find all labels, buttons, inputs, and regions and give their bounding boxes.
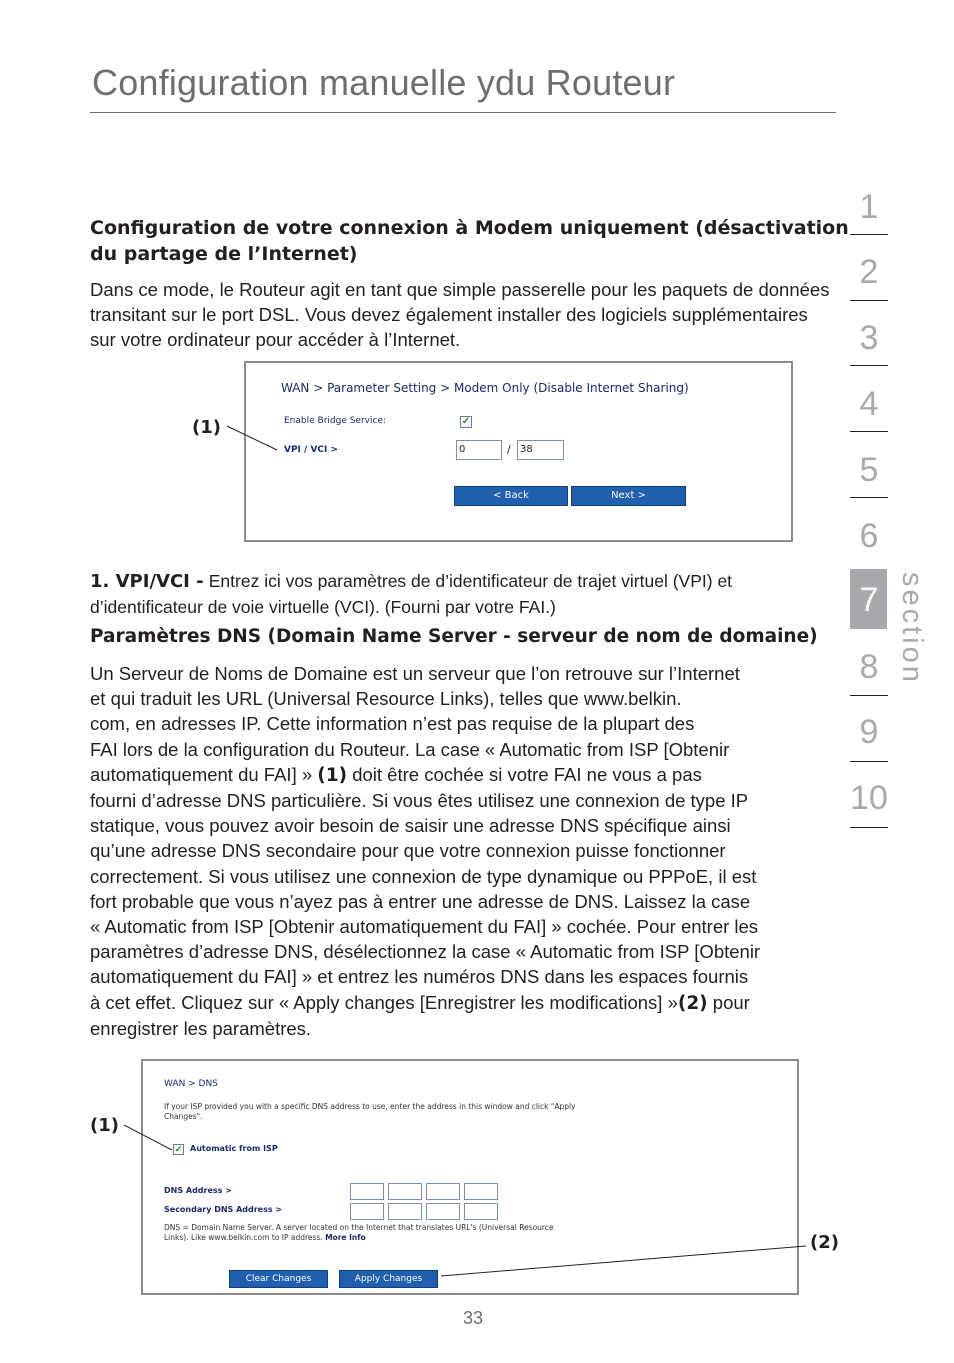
dns-line-part: doit être cochée si votre FAI ne vous a pas [352,763,702,785]
section-nav-divider [850,431,888,432]
dns-line [90,762,840,788]
dns-line: fourni d’adresse DNS particulière. Si vous êtes utilisez une connexion de type IP [90,790,749,812]
section-nav-divider [850,827,888,828]
callout-1: (1) [192,417,221,438]
dns-octet-4[interactable] [464,1183,498,1200]
dns-line-part: pour [712,991,750,1013]
dns-line: enregistrer les paramètres. [90,1017,312,1039]
paragraph-modem-only: Dans ce mode, le Routeur agit en tant que simple passerelle pour les paquets de données transitant sur le port DSL. Vous devez également installer des logiciels supplémentaires sur votre ordinateur pour accéder à l’Internet. [90,279,830,351]
section-nav-8[interactable]: 8 [859,648,879,686]
section-nav-divider [850,234,888,235]
dns-line-part: à cet effet. Cliquez sur « Apply changes [Enregistrer les modifications] » [90,991,678,1013]
dns-octet-3[interactable] [426,1183,460,1200]
section-nav-2[interactable]: 2 [859,253,879,291]
secondary-dns-octet-4[interactable] [464,1203,498,1220]
heading-dns: Paramètres DNS (Domain Name Server - serveur de nom de domaine) [90,626,818,647]
section-nav-5[interactable]: 5 [859,451,879,489]
dns-instructions: If your ISP provided you with a specific DNS address to use, enter the address in this window and click "Apply Changes". [164,1102,576,1121]
dns-line: et qui traduit les URL (Universal Resource Links), telles que www.belkin. [90,688,682,710]
dns-line [90,990,840,1016]
dns-line: Un Serveur de Noms de Domaine est un serveur que l’on retrouve sur l’Internet [90,663,740,684]
title-divider [90,112,836,113]
dns-callout-ref-2: (2) [677,992,708,1014]
apply-changes-button[interactable]: Apply Changes [339,1270,438,1288]
dns-breadcrumb: WAN > DNS [164,1079,218,1089]
page-title: Configuration manuelle ydu Routeur [92,62,676,103]
secondary-dns-label: Secondary DNS Address > [164,1205,283,1214]
dns-octet-1[interactable] [350,1183,384,1200]
item-vpi-vci-label: 1. VPI/VCI - [90,571,204,592]
section-nav-divider [850,695,888,696]
dns-line: FAI lors de la configuration du Routeur. La case « Automatic from ISP [Obtenir [90,738,730,760]
item-vpi-vci-text: Entrez ici vos paramètres de d’identificateur de trajet virtuel (VPI) et d’identificateur de voie virtuelle (VCI). (Fourni par votre FAI.) [90,571,733,618]
screenshot-modem-only [244,361,793,542]
dns-line: qu’une adresse DNS secondaire pour que votre connexion puisse fonctionner [90,840,726,862]
callout-1-leader-line [225,420,285,455]
next-button[interactable]: Next > [571,486,686,506]
dns-line: fort probable que vous n’ayez pas à entrer une adresse de DNS. Laissez la case [90,890,751,912]
dns-line: com, en adresses IP. Cette information n’est pas requise de la plupart des [90,713,695,735]
vpi-vci-label: VPI / VCI > [284,445,339,455]
section-nav-4[interactable]: 4 [859,385,879,423]
bridge-service-checkbox[interactable]: ✓ [461,416,471,427]
section-nav-6[interactable]: 6 [859,517,879,555]
dns-address-label: DNS Address > [164,1186,232,1195]
section-nav-7-active[interactable]: 7 [859,581,879,619]
dns-line: statique, vous pouvez avoir besoin de saisir une adresse DNS spécifique ainsi [90,815,731,837]
callout-dns-2: (2) [810,1232,839,1253]
vpi-vci-slash: / [507,443,511,456]
heading-modem-only: Configuration de votre connexion à Modem uniquement (désactivation du partage de l’Internet) [90,217,849,265]
paragraph-dns [90,661,840,1041]
dns-line-part: automatiquement du FAI] » [90,763,313,785]
dns-line: automatiquement du FAI] » et entrez les numéros DNS dans les espaces fournis [90,966,749,988]
section-nav-divider [850,761,888,762]
section-nav-9[interactable]: 9 [859,713,879,751]
item-vpi-vci [90,568,840,620]
vci-input[interactable]: 38 [517,440,564,460]
callout-dns-1-leader-line [120,1120,180,1155]
section-nav-1[interactable]: 1 [859,188,879,226]
section-label: section [896,572,928,685]
secondary-dns-octet-2[interactable] [388,1203,422,1220]
section-nav-divider [850,300,888,301]
dns-line: correctement. Si vous utilisez une connexion de type dynamique ou PPPoE, il est [90,865,757,887]
dns-callout-ref-1: (1) [317,764,348,786]
vpi-input[interactable]: 0 [456,440,502,460]
breadcrumb: WAN > Parameter Setting > Modem Only (Disable Internet Sharing) [281,381,689,395]
secondary-dns-octet-3[interactable] [426,1203,460,1220]
callout-dns-2-leader-line [440,1240,810,1280]
automatic-from-isp-checkbox[interactable]: ✓ [174,1144,183,1154]
section-nav-3[interactable]: 3 [859,319,879,357]
section-nav-divider [850,365,888,366]
more-info-link[interactable]: More Info [325,1232,366,1242]
clear-changes-button[interactable]: Clear Changes [229,1270,328,1288]
section-nav-divider [850,497,888,498]
dns-octet-2[interactable] [388,1183,422,1200]
section-nav-10[interactable]: 10 [850,779,888,817]
secondary-dns-octet-1[interactable] [350,1203,384,1220]
callout-dns-1: (1) [90,1115,119,1136]
page-number: 33 [463,1308,484,1328]
dns-line: « Automatic from ISP [Obtenir automatiquement du FAI] » cochée. Pour entrer les [90,916,759,938]
automatic-from-isp-label: Automatic from ISP [190,1144,278,1153]
bridge-service-label: Enable Bridge Service: [284,416,387,426]
dns-note-text: DNS = Domain Name Server. A server located on the Internet that translates URL's (Universal Resource Links). Like www.belkin.com to IP address. [164,1223,554,1242]
back-button[interactable]: < Back [454,486,568,506]
dns-line: paramètres d’adresse DNS, désélectionnez la case « Automatic from ISP [Obtenir [90,941,761,963]
